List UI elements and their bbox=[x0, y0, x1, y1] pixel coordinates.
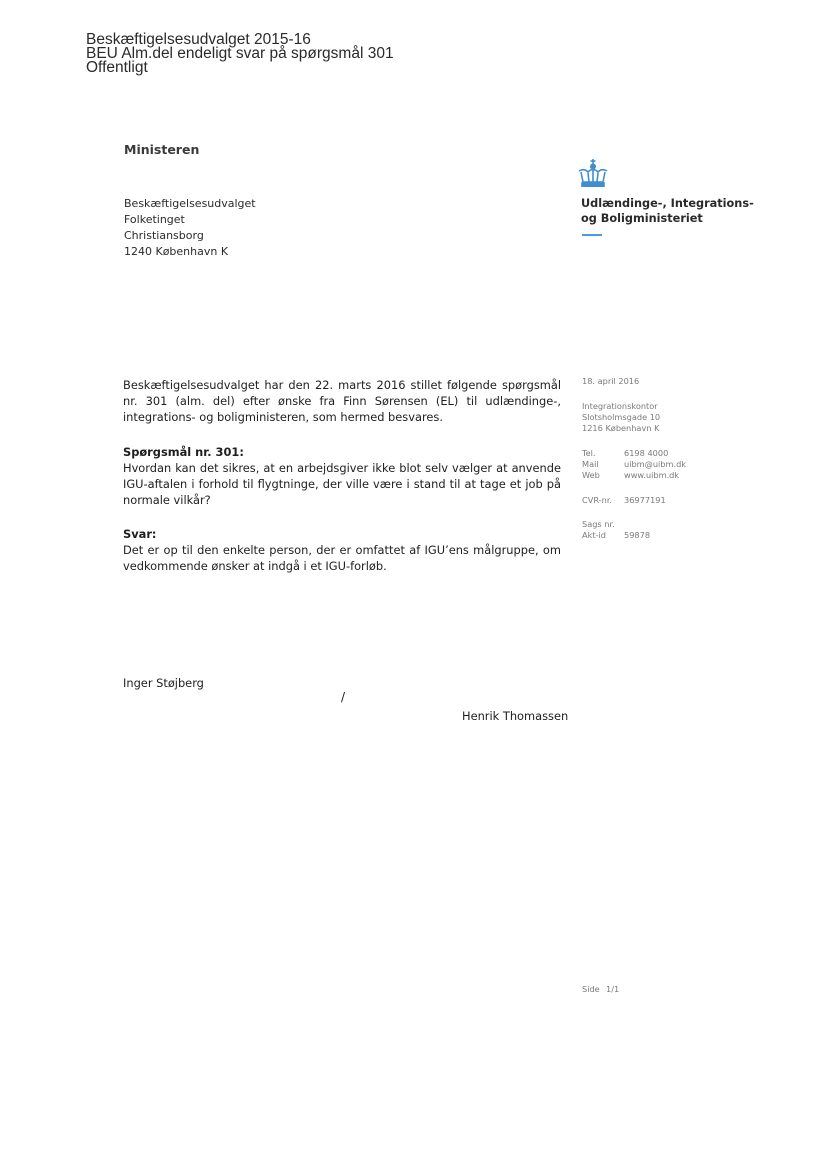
office-city: 1216 København K bbox=[582, 423, 660, 433]
official-signature: Henrik Thomassen bbox=[462, 709, 569, 723]
akt-value: 59878 bbox=[624, 530, 651, 540]
contact-web bbox=[582, 470, 686, 481]
signature-separator: / bbox=[341, 690, 346, 704]
recipient-line: Christiansborg bbox=[124, 229, 204, 242]
web-label: Web bbox=[582, 470, 600, 480]
mail-label: Mail bbox=[582, 459, 599, 469]
contact-mail bbox=[582, 459, 686, 470]
web-value[interactable]: www.uibm.dk bbox=[624, 470, 680, 480]
letter-date: 18. april 2016 bbox=[582, 376, 640, 386]
crown-icon bbox=[576, 158, 610, 188]
cvr-label: CVR-nr. bbox=[582, 495, 613, 505]
case-info bbox=[582, 519, 650, 541]
sags-label: Sags nr. bbox=[582, 519, 615, 529]
ministry-accent-rule bbox=[582, 234, 602, 236]
page-number bbox=[582, 984, 619, 994]
question-heading: Spørgsmål nr. 301: bbox=[123, 445, 244, 459]
akt-label: Akt-id bbox=[582, 530, 606, 540]
ministry-name-line: og Boligministeriet bbox=[581, 212, 703, 225]
recipient-line: Beskæftigelsesudvalget bbox=[124, 197, 256, 210]
document-stamp bbox=[86, 33, 394, 75]
answer-paragraph: Det er op til den enkelte person, der er omfattet af IGU’ens målgruppe, om vedkommende ønsker at indgå i et IGU-forløb. bbox=[123, 543, 561, 573]
ministry-name bbox=[581, 196, 754, 226]
recipient-line: Folketinget bbox=[124, 213, 185, 226]
mail-value[interactable]: uibm@uibm.dk bbox=[624, 459, 687, 469]
page-title: Ministeren bbox=[124, 142, 200, 157]
stamp-committee: Beskæftigelsesudvalget 2015-16 bbox=[86, 31, 311, 48]
office-address bbox=[582, 401, 660, 434]
recipient-line: 1240 København K bbox=[124, 245, 229, 258]
contact-info bbox=[582, 448, 686, 481]
minister-signature: Inger Støjberg bbox=[123, 676, 204, 690]
recipient-address bbox=[124, 196, 256, 260]
stamp-status: Offentligt bbox=[86, 59, 148, 76]
intro-paragraph: Beskæftigelsesudvalget har den 22. marts 2016 stillet følgende spørgsmål nr. 301 (alm. del) efter ønske fra Finn Sørensen (EL) til udlændinge-, integrations- og boligministeren, som hermed besvares. bbox=[123, 378, 561, 424]
cvr-value: 36977191 bbox=[624, 495, 666, 505]
answer-heading: Svar: bbox=[123, 527, 157, 541]
page-label: Side bbox=[582, 984, 600, 994]
tel-value: 6198 4000 bbox=[624, 448, 669, 458]
page-value: 1/1 bbox=[606, 984, 620, 994]
contact-tel bbox=[582, 448, 686, 459]
stamp-reference: BEU Alm.del endeligt svar på spørgsmål 301 bbox=[86, 45, 394, 62]
question-paragraph: Hvordan kan det sikres, at en arbejdsgiver ikke blot selv vælger at anvende IGU-aftalen i forhold til flygtninge, der ville være i stand til at tage et job på normale vilkår? bbox=[123, 461, 561, 507]
office-name: Integrationskontor bbox=[582, 401, 658, 411]
tel-label: Tel. bbox=[582, 448, 596, 458]
office-street: Slotsholmsgade 10 bbox=[582, 412, 661, 422]
cvr-info bbox=[582, 495, 666, 506]
ministry-name-line: Udlændinge-, Integrations- bbox=[581, 197, 754, 210]
